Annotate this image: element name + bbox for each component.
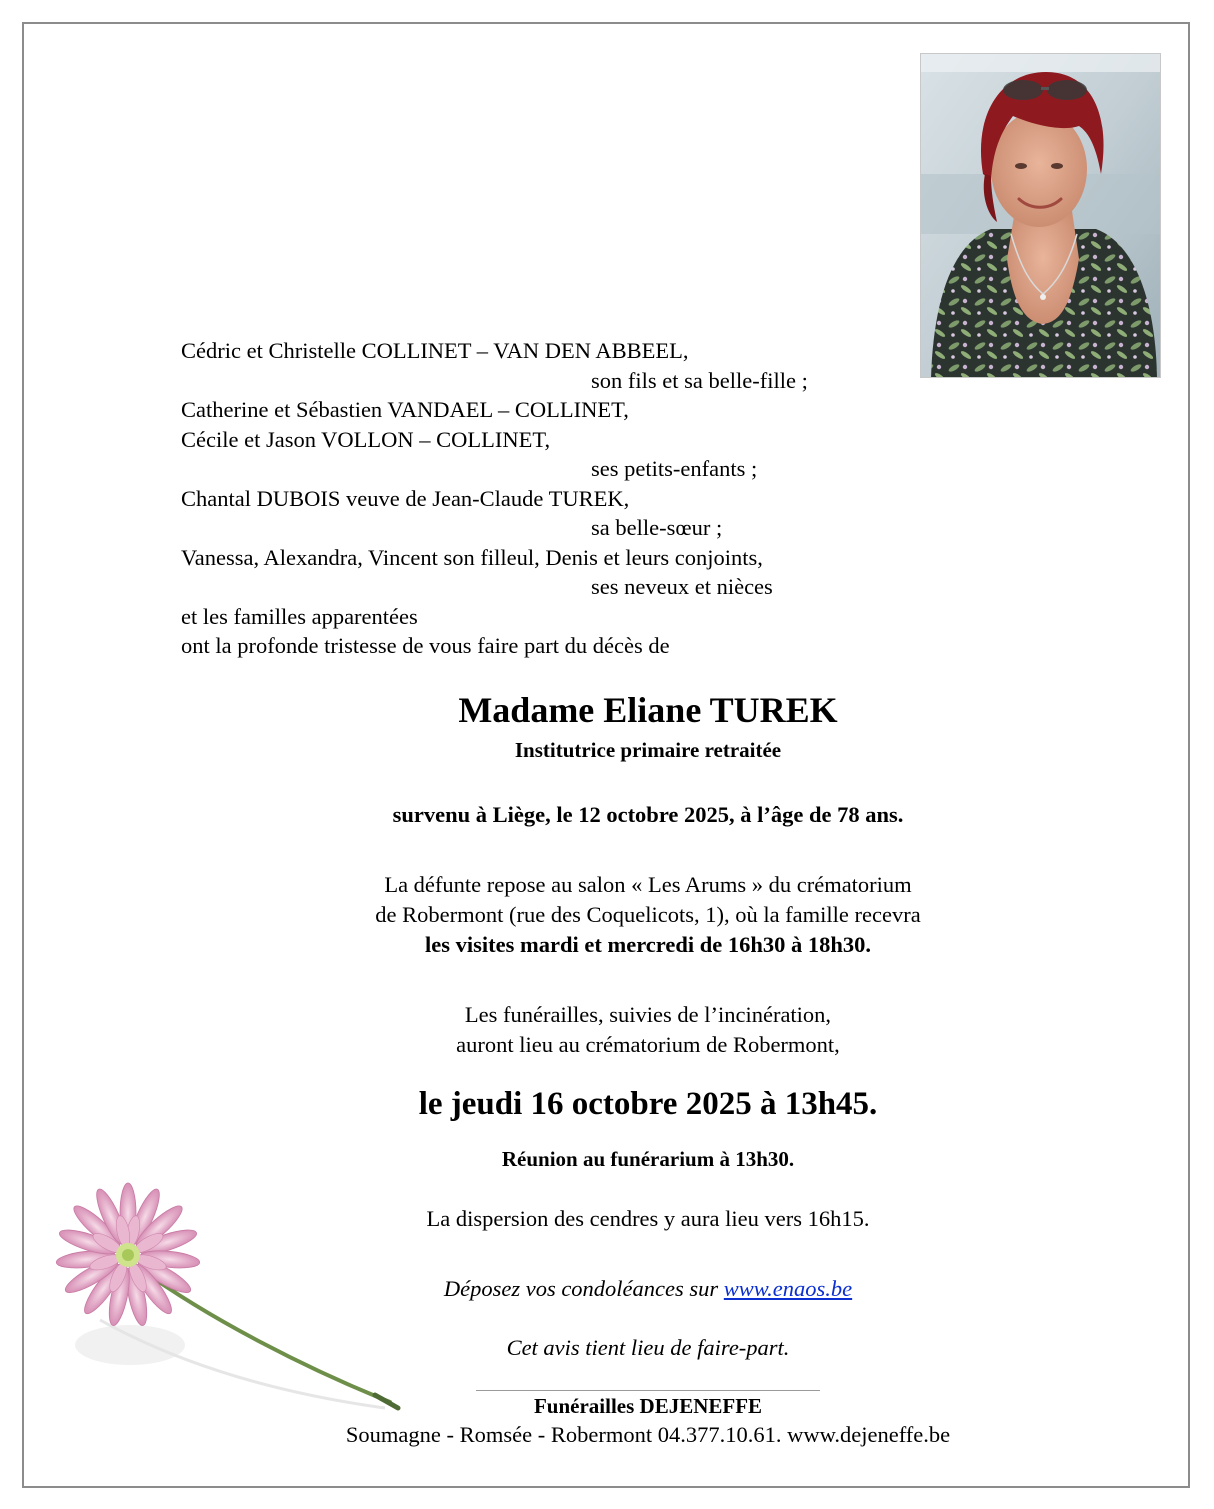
family-member: Catherine et Sébastien VANDAEL – COLLINET, [181, 397, 629, 422]
family-member: Chantal DUBOIS veuve de Jean-Claude TUREK, [181, 485, 630, 511]
funeral-paragraph [0, 1000, 1214, 1060]
condolences-text: Déposez vos condoléances sur [443, 1276, 724, 1301]
family-member: ont la profonde tristesse de vous faire part du décès de [181, 633, 670, 658]
ash-dispersion: La dispersion des cendres y aura lieu vers 16h15. [426, 1206, 870, 1231]
family-member: Cécile et Jason VOLLON – COLLINET, [181, 426, 551, 452]
condolences-link[interactable]: www.enaos.be [723, 1276, 853, 1301]
funeral-date: le jeudi 16 octobre 2025 à 13h45. [418, 1086, 878, 1122]
family-member: Vanessa, Alexandra, Vincent son filleul, Denis et leurs conjoints, [181, 544, 763, 570]
family-relation: sa belle-sœur ; [591, 515, 723, 540]
deceased-name: Madame Eliane TUREK [458, 690, 838, 730]
undertaker-name: Funérailles DEJENEFFE [533, 1394, 763, 1418]
faire-part-note: Cet avis tient lieu de faire-part. [506, 1335, 790, 1360]
family-relation: ses petits-enfants ; [591, 456, 758, 481]
rest-line-2: de Robermont (rue des Coquelicots, 1), où la famille recevra [375, 902, 921, 927]
reunion-time: Réunion au funérarium à 13h30. [501, 1147, 795, 1171]
family-member: Cédric et Christelle COLLINET – VAN DEN ABBEEL, [181, 338, 689, 363]
family-relation: son fils et sa belle-fille ; [591, 367, 808, 393]
funeral-line-1: Les funérailles, suivies de l’incinération, [464, 1002, 832, 1027]
divider [476, 1390, 820, 1391]
rest-line-1: La défunte repose au salon « Les Arums » du crématorium [384, 872, 912, 897]
rest-paragraph [0, 870, 1214, 960]
undertaker-contact: Soumagne - Romsée - Robermont 04.377.10.61. www.dejeneffe.be [345, 1422, 951, 1447]
flower-icon [40, 1170, 420, 1435]
deceased-profession: Institutrice primaire retraitée [514, 738, 782, 762]
death-details: survenu à Liège, le 12 octobre 2025, à l’âge de 78 ans. [392, 802, 904, 827]
family-relation: ses neveux et nièces [591, 574, 773, 599]
funeral-line-2: auront lieu au crématorium de Robermont, [456, 1032, 840, 1057]
visiting-hours: les visites mardi et mercredi de 16h30 à 18h30. [425, 932, 871, 957]
family-member: et les familles apparentées [181, 603, 418, 629]
family-list [181, 336, 881, 661]
portrait-photo [920, 53, 1161, 378]
